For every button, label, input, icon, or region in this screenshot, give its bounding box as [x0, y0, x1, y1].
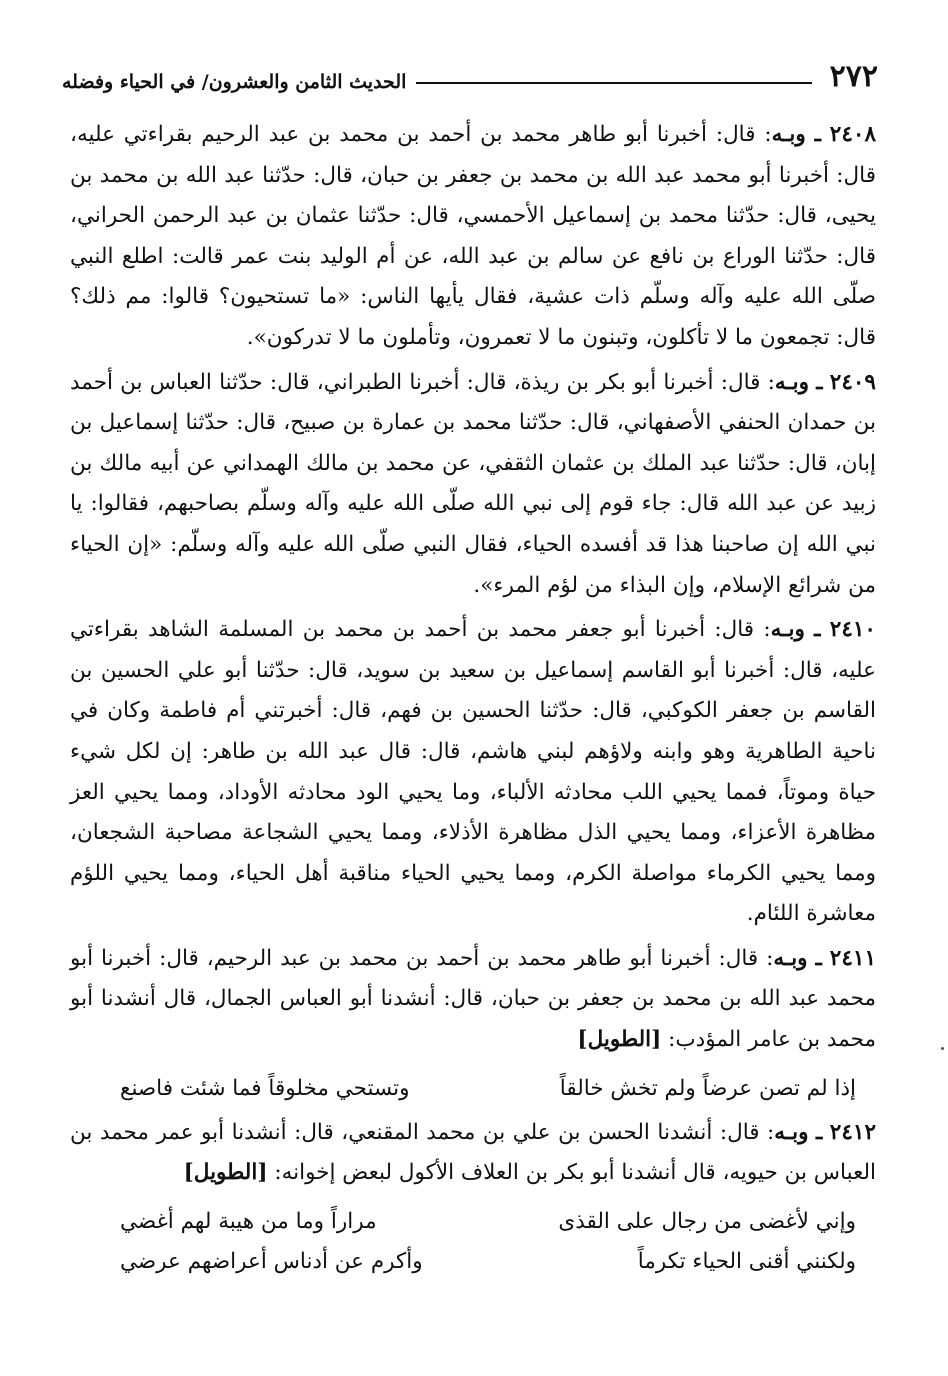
hadith-text: : قال: أخبرنا أبو طاهر محمد بن أحمد بن محمد بن عبد الرحيم بقراءتي عليه، قال: أخبرنا أبو محمد عبد الله بن محمد بن جعفر بن حبان، قال: حدّثنا عبد الله بن محمد بن يحيى، قال: حدّثنا محمد بن إسماعيل الأحمسي، قال: حدّثنا عثمان بن عبد الرحمن الحراني، قال: حدّثنا الوراع بن نافع عن سالم بن عبد الله، عن أم الوليد بنت عمر قالت: اطلع النبي صلّى الله عليه وآله وسلّم ذات عشية، فقال يأيها الناس: «ما تستحيون؟ قالوا: مم ذلك؟ قال: تجمعون ما لا تأكلون، وتبنون ما لا تعمرون، وتأملون ما لا تدركون».	[70, 122, 876, 350]
hadith-text: : قال: أنشدنا الحسن بن علي بن محمد المقنعي، قال: أنشدنا أبو عمر محمد بن العباس بن حيويه، قال أنشدنا أبو بكر بن العلاف الأكول لبعض إخوانه:	[70, 1119, 876, 1186]
scan-speck	[941, 1047, 944, 1050]
hadith-number: ٢٤١١	[829, 945, 876, 971]
hadith-2408: ٢٤٠٨ ـ وبـه: قال: أخبرنا أبو طاهر محمد بن أحمد بن محمد بن عبد الرحيم بقراءتي عليه، قال: أخبرنا أبو محمد عبد الله بن محمد بن جعفر بن حبان، قال: حدّثنا عبد الله بن محمد بن يحيى، قال: حدّثنا محمد بن إسماعيل الأحمسي، قال: حدّثنا عثمان بن عبد الرحمن الحراني، قال: حدّثنا الوراع بن نافع عن سالم بن عبد الله، عن أم الوليد بنت عمر قالت: اطلع النبي صلّى الله عليه وآله وسلّم ذات عشية، فقال يأيها الناس: «ما تستحيون؟ قالوا: مم ذلك؟ قال: تجمعون ما لا تأكلون، وتبنون ما لا تعمرون، وتأملون ما لا تدركون».	[70, 122, 876, 350]
page-body	[70, 115, 876, 1286]
verse-line	[70, 1202, 876, 1242]
hadith-lead: وبـه	[771, 122, 806, 147]
hemistich-first: إذا لم تصن عرضاً ولم تخش خالقاً	[559, 1075, 856, 1101]
hadith-number: ٢٤٠٨	[829, 122, 876, 147]
hadith-lead: وبـه	[774, 1119, 809, 1145]
hadith-2409: ٢٤٠٩ ـ وبـه: قال: أخبرنا أبو بكر بن ريذة، قال: أخبرنا الطبراني، قال: حدّثنا العباس بن أحمد بن حمدان الحنفي الأصفهاني، قال: حدّثنا محمد بن عمارة بن صبيح، قال: حدّثنا إسماعيل بن إبان، قال: حدّثنا عبد الملك بن عثمان الثقفي، عن محمد بن مالك الهمداني عن أبيه مالك بن زبيد عن عبد الله قال: جاء قوم إلى نبي الله صلّى الله عليه وآله وسلّم بصاحبهم، فقالوا: يا نبي الله إن صاحبنا هذا قد أفسده الحياء، فقال النبي صلّى الله عليه وآله وسلّم: «إن الحياء من شرائع الإسلام، وإن البذاء من لؤم المرء».	[70, 369, 876, 598]
running-title: الحديث الثامن والعشرون/ في الحياء وفضله	[62, 71, 407, 93]
hadith-2412: ٢٤١٢ ـ وبـه: قال: أنشدنا الحسن بن علي بن محمد المقنعي، قال: أنشدنا أبو عمر محمد بن العباس بن حيويه، قال أنشدنا أبو بكر بن العلاف الأكول لبعض إخوانه: [الطويل]	[70, 1119, 876, 1186]
poem-2411	[70, 1069, 876, 1109]
verse-line	[70, 1242, 876, 1282]
hadith-2411: ٢٤١١ ـ وبـه: قال: أخبرنا أبو طاهر محمد بن أحمد بن محمد بن عبد الرحيم، قال: أخبرنا أبو محمد عبد الله بن محمد بن جعفر بن حبان، قال: أنشدنا أبو العباس الجمال، قال أنشدنا أبو محمد بن عامر المؤدب: [الطويل]	[70, 945, 876, 1053]
hadith-number: ٢٤١٢	[829, 1119, 876, 1145]
hemistich-second: مراراً وما من هيبة لهم أغضي	[120, 1208, 377, 1234]
page-header	[62, 52, 878, 92]
poetic-meter: [الطويل]	[577, 1027, 662, 1053]
hadith-text: : قال: أخبرنا أبو طاهر محمد بن أحمد بن محمد بن عبد الرحيم، قال: أخبرنا أبو محمد عبد الله بن محمد بن جعفر بن حبان، قال: أنشدنا أبو العباس الجمال، قال أنشدنا أبو محمد بن عامر المؤدب:	[70, 945, 876, 1053]
poem-2412	[70, 1202, 876, 1282]
hemistich-second: وتستحي مخلوقاً فما شئت فاصنع	[120, 1075, 410, 1101]
hemistich-first: وإني لأغضى من رجال على القذى	[558, 1208, 856, 1234]
page-number: ٢٧٢	[829, 59, 878, 94]
header-rule	[416, 82, 811, 84]
hadith-lead: وبـه	[770, 617, 805, 643]
hadith-text: : قال: أخبرنا أبو جعفر محمد بن أحمد بن محمد بن المسلمة الشاهد بقراءتي عليه، قال: أخبرنا أبو القاسم إسماعيل بن سعيد بن سويد، قال: حدّثنا أبو علي الحسين بن القاسم بن جعفر الكوكبي، قال: حدّثنا الحسين بن فهم، قال: أخبرتني أم فاطمة وكان في ناحية الطاهرية وهو وابنه ولاؤهم لبني هاشم، قال: قال عبد الله بن طاهر: إن لكل شيء حياة وموتاً، فمما يحيي اللب محادثه الألباء، وما يحيي الود محادثه الأوداد، ومما يحيي العز مظاهرة الأعزاء، ومما يحيي الذل مظاهرة الأذلاء، ومما يحيي الشجاعة مصاحبة الشجعان، ومما يحيي الكرماء مواصلة الكرم، ومما يحيي الحياء مناقبة أهل الحياء، ومما يحيي اللؤم معاشرة اللئام.	[70, 617, 877, 927]
hadith-lead: وبـه	[774, 369, 810, 395]
hadith-2410: ٢٤١٠ ـ وبـه: قال: أخبرنا أبو جعفر محمد بن أحمد بن محمد بن المسلمة الشاهد بقراءتي عليه، قال: أخبرنا أبو القاسم إسماعيل بن سعيد بن سويد، قال: حدّثنا أبو علي الحسين بن القاسم بن جعفر الكوكبي، قال: حدّثنا الحسين بن فهم، قال: أخبرتني أم فاطمة وكان في ناحية الطاهرية وهو وابنه ولاؤهم لبني هاشم، قال: قال عبد الله بن طاهر: إن لكل شيء حياة وموتاً، فمما يحيي اللب محادثه الألباء، وما يحيي الود محادثه الأوداد، ومما يحيي العز مظاهرة الأعزاء، ومما يحيي الذل مظاهرة الأذلاء، ومما يحيي الشجاعة مصاحبة الشجعان، ومما يحيي الكرماء مواصلة الكرم، ومما يحيي الحياء مناقبة أهل الحياء، ومما يحيي اللؤم معاشرة اللئام.	[70, 617, 877, 927]
hadith-lead: وبـه	[773, 945, 808, 971]
hadith-number: ٢٤٠٩	[829, 369, 876, 395]
verse-line	[70, 1069, 876, 1109]
hemistich-second: وأكرم عن أدناس أعراضهم عرضي	[120, 1248, 423, 1274]
hadith-number: ٢٤١٠	[829, 617, 876, 643]
hadith-text: : قال: أخبرنا أبو بكر بن ريذة، قال: أخبرنا الطبراني، قال: حدّثنا العباس بن أحمد بن حمدان الحنفي الأصفهاني، قال: حدّثنا محمد بن عمارة بن صبيح، قال: حدّثنا إسماعيل بن إبان، قال: حدّثنا عبد الملك بن عثمان الثقفي، عن محمد بن مالك الهمداني عن أبيه مالك بن زبيد عن عبد الله قال: جاء قوم إلى نبي الله صلّى الله عليه وآله وسلّم بصاحبهم، فقالوا: يا نبي الله إن صاحبنا هذا قد أفسده الحياء، فقال النبي صلّى الله عليه وآله وسلّم: «إن الحياء من شرائع الإسلام، وإن البذاء من لؤم المرء».	[70, 369, 876, 598]
poetic-meter: [الطويل]	[183, 1160, 268, 1186]
hemistich-first: ولكنني أقنى الحياء تكرماً	[637, 1248, 856, 1274]
